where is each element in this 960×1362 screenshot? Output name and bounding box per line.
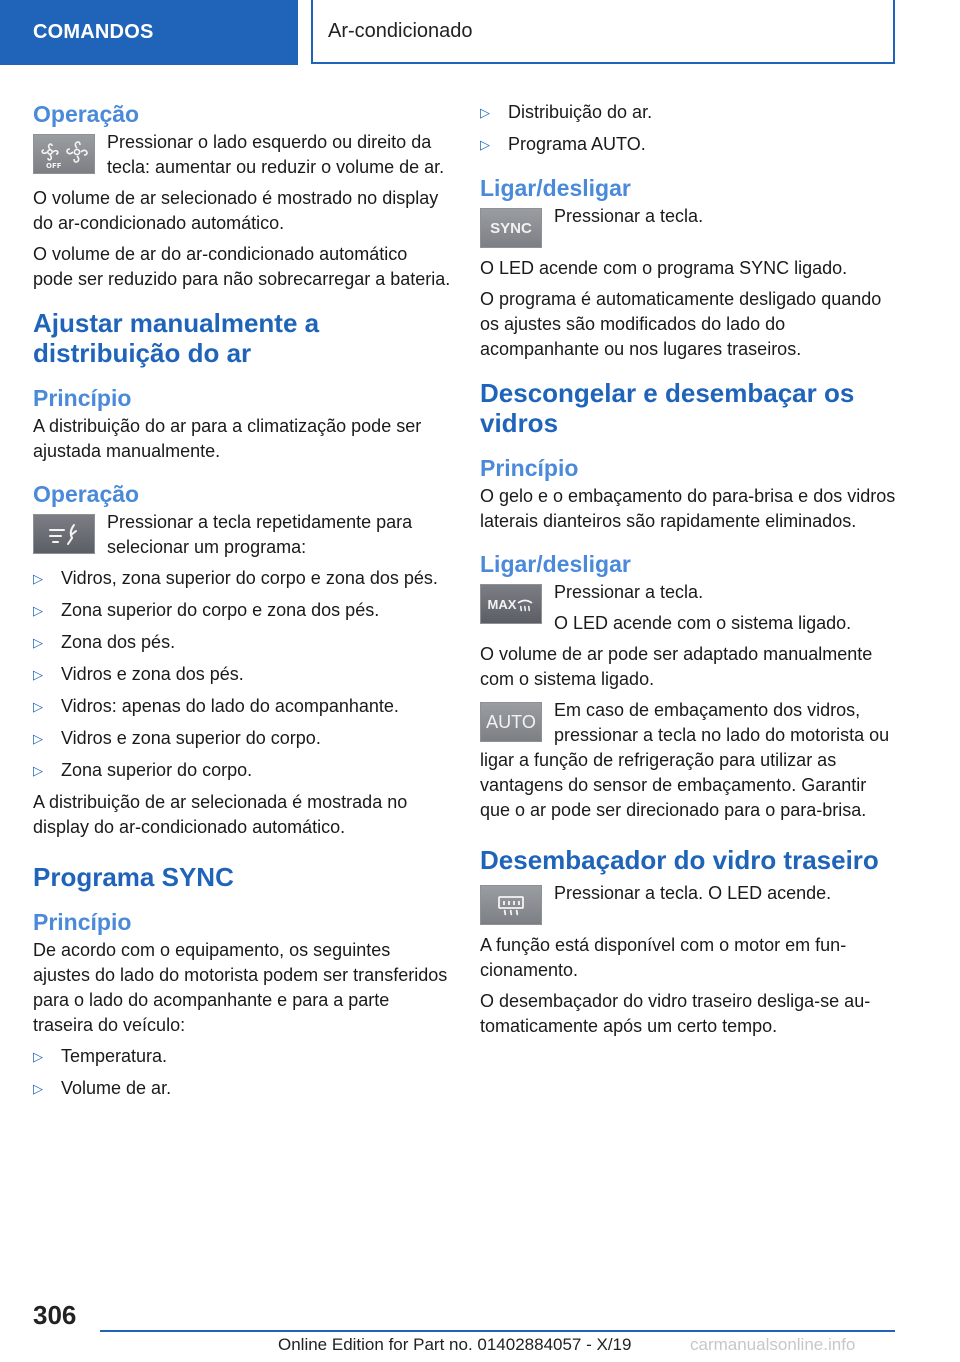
right-column — [480, 100, 898, 1045]
list-item: ▷ Programa AUTO. — [480, 132, 898, 157]
op2-after: A distribuição de ar selecionada é mostrada no display do ar-condicionado automático. — [33, 792, 408, 837]
max-para — [480, 580, 898, 636]
list-item: ▷ Zona dos pés. — [33, 630, 451, 655]
heading-operacao-2: Operação — [33, 481, 140, 507]
heading-principio-2: Princípio — [33, 909, 132, 935]
d-p1: Pressionar a tecla. O LED acende. — [554, 883, 832, 903]
auto-para — [480, 698, 898, 823]
air-distribution-button-icon — [33, 514, 95, 554]
l2-p2: O LED acende com o sistema ligado. — [554, 613, 852, 633]
rear-window-defrost-icon — [480, 885, 542, 925]
pr1-text: A distribuição do ar para a climatização pode ser ajustada manualmente. — [33, 416, 422, 461]
max-defrost-button-icon — [480, 584, 542, 624]
l1-p2: O LED acende com o programa SYNC ligado. — [480, 258, 848, 278]
op1-p3: O volume de ar do ar-condicionado automático pode ser reduzido para não sobrecarregar a bateria. — [33, 244, 451, 289]
list-item: ▷ Vidros e zona superior do corpo. — [33, 726, 451, 751]
op1-text: Pressionar o lado esquerdo ou direito da tecla: aumentar ou reduzir o volume de ar. — [107, 132, 445, 177]
l2-p3: O volume de ar pode ser adaptado manualmente com o sistema ligado. — [480, 644, 873, 689]
sync-button-icon: SYNC — [480, 208, 542, 248]
section-tab: COMANDOS — [0, 0, 298, 65]
list-item: ▷ Vidros e zona dos pés. — [33, 662, 451, 687]
heading-descongelar: Descongelar e desembaçar os vidros — [480, 378, 855, 438]
l2-p4: Em caso de embaçamento dos vidros, pressionar a tecla no lado do motorista ou ligar a função de refrigeração para utilizar as vantagens do sensor de embaçamento. Garantir que o ar pode ser direcionado para o para-brisa. — [480, 700, 890, 820]
list-item: ▷ Volume de ar. — [33, 1076, 451, 1101]
heading-desembacador: Desembaçador do vidro traseiro — [480, 845, 879, 875]
fan-volume-para — [33, 130, 451, 180]
pr3-text: O gelo e o embaçamento do para-brisa e dos vidros laterais dianteiros são rapidamente eliminados. — [480, 486, 896, 531]
max-label: MAX — [487, 596, 517, 612]
svg-text:OFF: OFF — [46, 162, 62, 170]
d-p2: A função está disponível com o motor em funcionamento. — [480, 935, 847, 980]
chapter-title: Ar-condicionado — [311, 0, 895, 64]
l2-p1: Pressionar a tecla. — [554, 582, 704, 602]
heading-ligar-desligar-2: Ligar/desligar — [480, 551, 631, 577]
heading-ajustar: Ajustar manualmente a distribuição do ar — [33, 308, 320, 368]
heading-operacao: Operação — [33, 101, 140, 127]
left-column — [33, 100, 451, 1108]
l1-p1: Pressionar a tecla. — [554, 206, 704, 226]
op2-text: Pressionar a tecla repetidamente para selecionar um programa: — [107, 512, 413, 557]
auto-button-icon: AUTO — [480, 702, 542, 742]
watermark: carmanualsonline.info — [690, 1335, 856, 1354]
heading-programa-sync: Programa SYNC — [33, 862, 234, 892]
list-item: ▷ Vidros, zona superior do corpo e zona dos pés. — [33, 566, 451, 591]
edition-text: Online Edition for Part no. 01402884057 - X/19 — [278, 1335, 632, 1354]
l1-p3: O programa é automaticamente desligado quando os ajustes são modificados do lado do acompanhante ou nos lugares traseiros. — [480, 289, 882, 359]
pr2-text: De acordo com o equipamento, os seguintes ajustes do lado do motorista podem ser transferidos para o lado do acompanhante e para a parte traseira do veículo: — [33, 940, 448, 1035]
list-item: ▷ Temperatura. — [33, 1044, 451, 1069]
air-distribution-para — [33, 510, 451, 560]
heading-ligar-desligar-1: Ligar/desligar — [480, 175, 631, 201]
windshield-defrost-icon — [516, 595, 534, 613]
list-item: ▷ Zona superior do corpo e zona dos pés. — [33, 598, 451, 623]
page-number: 306 — [33, 1300, 77, 1330]
d-p3: O desembaçador do vidro traseiro desliga-se automaticamente após um certo tempo. — [480, 991, 871, 1036]
footer-divider — [100, 1330, 895, 1332]
heading-principio-1: Princípio — [33, 385, 132, 411]
list-item: ▷ Vidros: apenas do lado do acompanhante. — [33, 694, 451, 719]
heading-principio-3: Princípio — [480, 455, 579, 481]
program-list — [33, 566, 451, 783]
sync-list-right — [480, 100, 898, 157]
rear-defrost-para — [480, 881, 898, 927]
list-item: ▷ Distribuição do ar. — [480, 100, 898, 125]
op1-p2: O volume de ar selecionado é mostrado no display do ar-condicionado automático. — [33, 188, 439, 233]
sync-list-left — [33, 1044, 451, 1101]
sync-para — [480, 204, 898, 281]
list-item: ▷ Zona superior do corpo. — [33, 758, 451, 783]
fan-volume-button-icon — [33, 134, 95, 174]
